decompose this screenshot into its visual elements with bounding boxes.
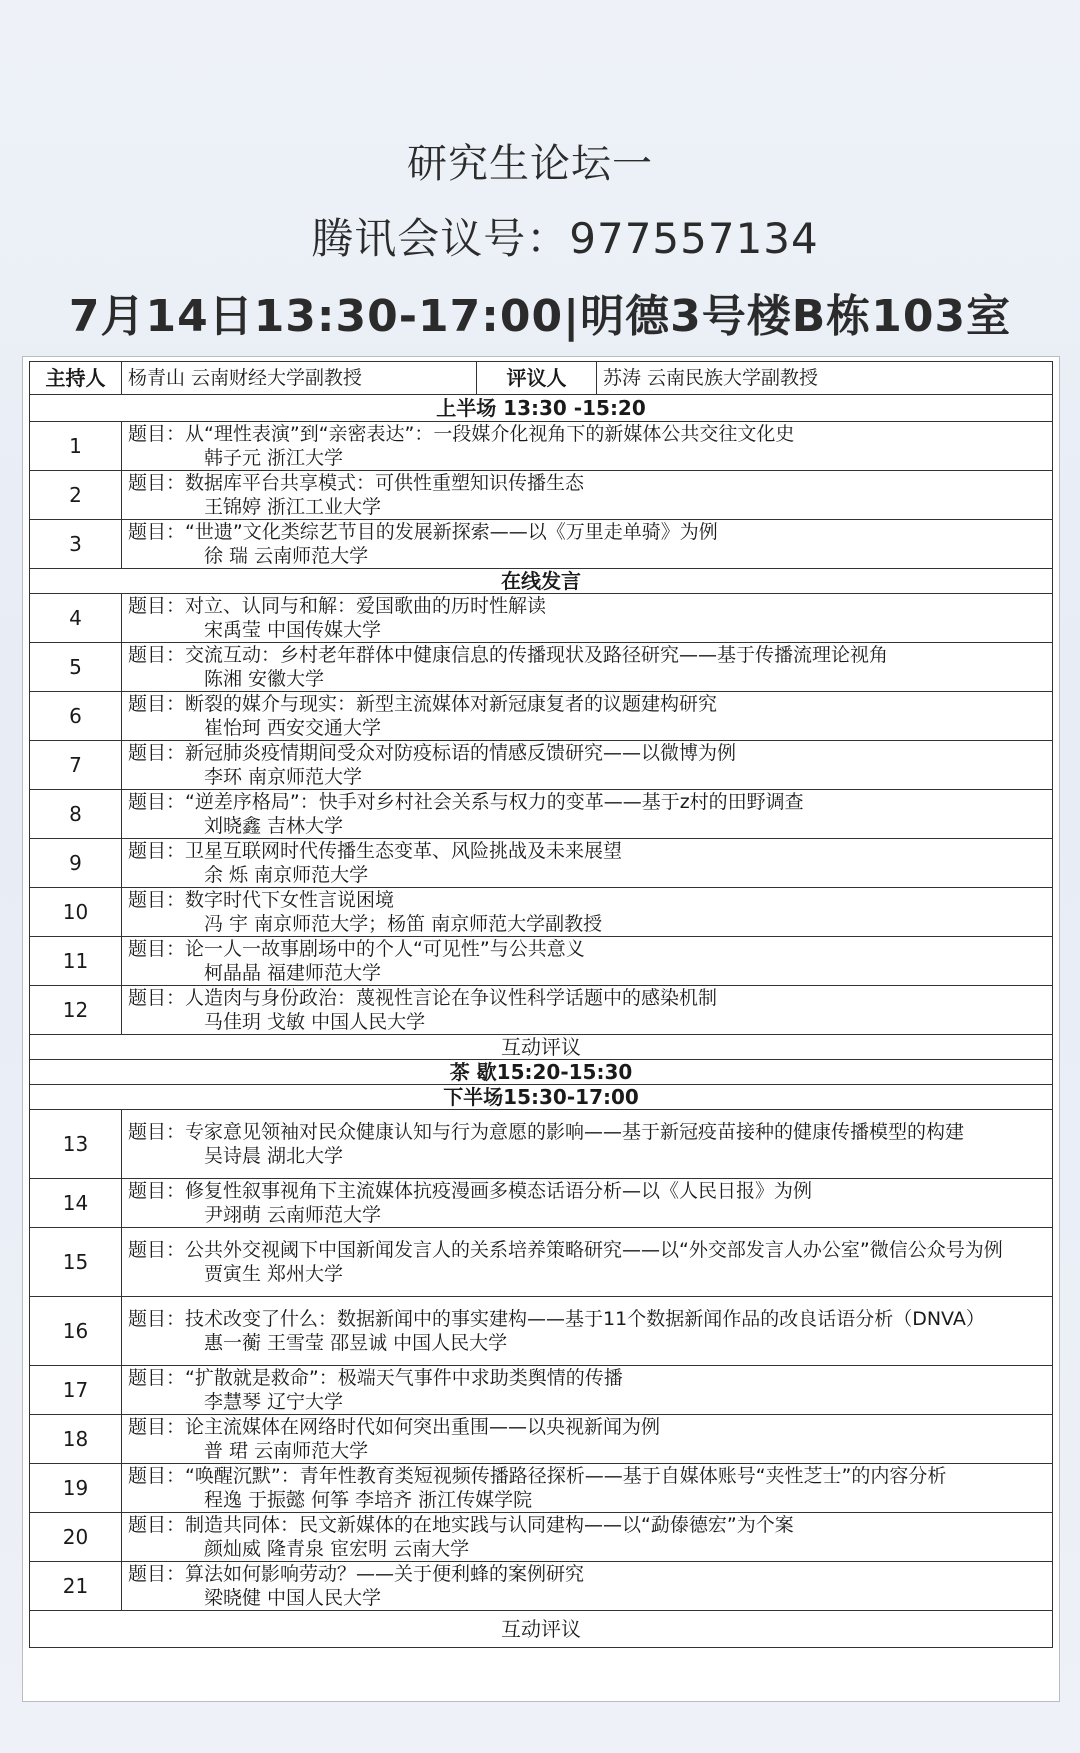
item-content [122, 1415, 1053, 1464]
topic-title: 数字时代下女性言说困境 [185, 889, 395, 911]
item-content [122, 1562, 1053, 1611]
topic-prefix: 题目： [128, 742, 186, 764]
topic-authors: 李慧琴 辽宁大学 [204, 1391, 344, 1413]
topic-prefix: 题目： [128, 1367, 186, 1389]
table-row [30, 471, 1053, 520]
item-content [122, 643, 1053, 692]
section-second-half [30, 1085, 1053, 1110]
item-content [122, 1110, 1053, 1179]
topic-title: 数据库平台共享模式：可供性重塑知识传播生态 [185, 472, 585, 494]
item-content [122, 790, 1053, 839]
item-number: 18 [30, 1415, 122, 1464]
table-row [30, 839, 1053, 888]
topic-authors: 马佳玥 戈敏 中国人民大学 [204, 1011, 426, 1033]
section-first-half [30, 395, 1053, 422]
item-number: 5 [30, 643, 122, 692]
table-row [30, 1366, 1053, 1415]
topic-authors: 尹翊萌 云南师范大学 [204, 1204, 382, 1226]
topic-authors: 徐 瑞 云南师范大学 [204, 545, 369, 567]
topic-authors: 惠一蘅 王雪莹 邵昱诚 中国人民大学 [204, 1332, 508, 1354]
topic-prefix: 题目： [128, 889, 186, 911]
topic-title: 论主流媒体在网络时代如何突出重围——以央视新闻为例 [185, 1416, 661, 1438]
topic-authors: 韩子元 浙江大学 [204, 447, 344, 469]
item-number: 7 [30, 741, 122, 790]
topic-authors: 冯 宇 南京师范大学；杨笛 南京师范大学副教授 [204, 913, 603, 935]
table-row [30, 1179, 1053, 1228]
topic-prefix: 题目： [128, 472, 186, 494]
item-number: 9 [30, 839, 122, 888]
item-number: 6 [30, 692, 122, 741]
topic-authors: 程逸 于振懿 何筝 李培齐 浙江传媒学院 [204, 1489, 533, 1511]
topic-prefix: 题目： [128, 423, 186, 445]
topic-prefix: 题目： [128, 644, 186, 666]
topic-title: 卫星互联网时代传播生态变革、风险挑战及未来展望 [185, 840, 623, 862]
meeting-number: 腾讯会议号：977557134 [311, 214, 819, 263]
item-number: 1 [30, 422, 122, 471]
topic-title: 算法如何影响劳动？——关于便利蜂的案例研究 [185, 1563, 585, 1585]
item-content [122, 888, 1053, 937]
topic-title: “逆差序格局”：快手对乡村社会关系与权力的变革——基于z村的田野调查 [185, 791, 804, 813]
topic-authors: 刘晓鑫 吉林大学 [204, 815, 344, 837]
item-number: 15 [30, 1228, 122, 1297]
topic-prefix: 题目： [128, 1465, 186, 1487]
item-content [122, 839, 1053, 888]
item-content [122, 520, 1053, 569]
topic-title: 论一人一故事剧场中的个人“可见性”与公共意义 [185, 938, 585, 960]
topic-prefix: 题目： [128, 1121, 186, 1143]
item-content [122, 692, 1053, 741]
table-row [30, 643, 1053, 692]
topic-title: 新冠肺炎疫情期间受众对防疫标语的情感反馈研究——以微博为例 [185, 742, 737, 764]
table-row [30, 1513, 1053, 1562]
host-label: 主持人 [30, 362, 122, 395]
item-content [122, 471, 1053, 520]
section-online [30, 569, 1053, 594]
item-number: 2 [30, 471, 122, 520]
item-number: 8 [30, 790, 122, 839]
topic-prefix: 题目： [128, 595, 186, 617]
item-number: 4 [30, 594, 122, 643]
item-number: 16 [30, 1297, 122, 1366]
topic-authors: 王锦婷 浙江工业大学 [204, 496, 382, 518]
section-tea-break [30, 1060, 1053, 1085]
topic-prefix: 题目： [128, 521, 186, 543]
item-content [122, 1228, 1053, 1297]
topic-authors: 李环 南京师范大学 [204, 766, 363, 788]
item-content [122, 1513, 1053, 1562]
item-number: 19 [30, 1464, 122, 1513]
item-number: 3 [30, 520, 122, 569]
table-row [30, 1562, 1053, 1611]
table-row [30, 1415, 1053, 1464]
table-row [30, 1228, 1053, 1297]
section-interactive [30, 1035, 1053, 1060]
topic-title: “世遗”文化类综艺节目的发展新探索——以《万里走单骑》为例 [185, 521, 718, 543]
topic-authors: 颜灿威 隆青泉 宦宏明 云南大学 [204, 1538, 470, 1560]
table-row [30, 986, 1053, 1035]
topic-prefix: 题目： [128, 1514, 186, 1536]
topic-prefix: 题目： [128, 1416, 186, 1438]
topic-prefix: 题目： [128, 987, 186, 1009]
topic-authors: 崔怡珂 西安交通大学 [204, 717, 382, 739]
reviewer-value: 苏涛 云南民族大学副教授 [597, 362, 1053, 395]
topic-prefix: 题目： [128, 1308, 186, 1330]
item-number: 21 [30, 1562, 122, 1611]
section-online-text: 在线发言 [30, 569, 1053, 594]
item-number: 14 [30, 1179, 122, 1228]
item-number: 12 [30, 986, 122, 1035]
date-location: 7月14日13:30-17:00|明德3号楼B栋103室 [68, 291, 1012, 342]
topic-prefix: 题目： [128, 791, 186, 813]
item-number: 13 [30, 1110, 122, 1179]
item-content [122, 1297, 1053, 1366]
table-row [30, 888, 1053, 937]
topic-title: 修复性叙事视角下主流媒体抗疫漫画多模态话语分析—以《人民日报》为例 [185, 1180, 813, 1202]
topic-title: “唤醒沉默”：青年性教育类短视频传播路径探析——基于自媒体账号“夹性芝士”的内容分析 [185, 1465, 947, 1487]
topic-authors: 普 珺 云南师范大学 [204, 1440, 369, 1462]
table-row [30, 937, 1053, 986]
topic-prefix: 题目： [128, 1239, 186, 1261]
topic-authors: 余 烁 南京师范大学 [204, 864, 369, 886]
topic-authors: 陈湘 安徽大学 [204, 668, 325, 690]
topic-title: 从“理性表演”到“亲密表达”：一段媒介化视角下的新媒体公共交往文化史 [185, 423, 795, 445]
table-row [30, 1297, 1053, 1366]
header-row [30, 362, 1053, 395]
item-content [122, 1366, 1053, 1415]
schedule-table [29, 361, 1053, 1648]
topic-title: 对立、认同与和解：爱国歌曲的历时性解读 [185, 595, 547, 617]
item-content [122, 1464, 1053, 1513]
table-row [30, 422, 1053, 471]
topic-authors: 梁晓健 中国人民大学 [204, 1587, 382, 1609]
topic-prefix: 题目： [128, 1563, 186, 1585]
item-number: 20 [30, 1513, 122, 1562]
item-content [122, 422, 1053, 471]
section-interactive-text: 互动评议 [30, 1035, 1053, 1060]
section-tea-break-text: 茶 歇15:20-15:30 [30, 1060, 1053, 1085]
topic-title: 制造共同体：民文新媒体的在地实践与认同建构——以“勐傣德宏”为个案 [185, 1514, 794, 1536]
topic-prefix: 题目： [128, 693, 186, 715]
item-number: 11 [30, 937, 122, 986]
topic-title: 专家意见领袖对民众健康认知与行为意愿的影响——基于新冠疫苗接种的健康传播模型的构建 [185, 1121, 965, 1143]
topic-authors: 贾寅生 郑州大学 [204, 1263, 344, 1285]
table-row [30, 790, 1053, 839]
topic-prefix: 题目： [128, 1180, 186, 1202]
item-content [122, 1179, 1053, 1228]
table-row [30, 741, 1053, 790]
section-second-half-text: 下半场15:30-17:00 [30, 1085, 1053, 1110]
reviewer-label: 评议人 [477, 362, 597, 395]
host-value: 杨青山 云南财经大学副教授 [122, 362, 477, 395]
section-first-half-text: 上半场 13:30 -15:20 [30, 395, 1053, 422]
topic-title: “扩散就是救命”：极端天气事件中求助类舆情的传播 [185, 1367, 623, 1389]
table-row [30, 1110, 1053, 1179]
topic-title: 公共外交视阈下中国新闻发言人的关系培养策略研究——以“外交部发言人办公室”微信公众号为例 [185, 1239, 1003, 1261]
table-row [30, 520, 1053, 569]
table-row [30, 594, 1053, 643]
page-title: 研究生论坛一 [407, 141, 653, 187]
item-content [122, 594, 1053, 643]
topic-title: 断裂的媒介与现实：新型主流媒体对新冠康复者的议题建构研究 [185, 693, 718, 715]
item-content [122, 937, 1053, 986]
item-number: 17 [30, 1366, 122, 1415]
topic-prefix: 题目： [128, 840, 186, 862]
topic-authors: 吴诗晨 湖北大学 [204, 1145, 344, 1167]
table-row [30, 692, 1053, 741]
topic-prefix: 题目： [128, 938, 186, 960]
item-content [122, 741, 1053, 790]
topic-title: 交流互动：乡村老年群体中健康信息的传播现状及路径研究——基于传播流理论视角 [185, 644, 889, 666]
item-number: 10 [30, 888, 122, 937]
section-interactive-end-text: 互动评议 [30, 1611, 1053, 1648]
schedule-sheet [22, 356, 1060, 1702]
topic-title: 技术改变了什么：数据新闻中的事实建构——基于11个数据新闻作品的改良话语分析（DNVA） [185, 1308, 985, 1330]
topic-authors: 柯晶晶 福建师范大学 [204, 962, 382, 984]
topic-authors: 宋禹莹 中国传媒大学 [204, 619, 382, 641]
topic-title: 人造肉与身份政治：蔑视性言论在争议性科学话题中的感染机制 [185, 987, 718, 1009]
table-row [30, 1464, 1053, 1513]
section-interactive-end [30, 1611, 1053, 1648]
item-content [122, 986, 1053, 1035]
